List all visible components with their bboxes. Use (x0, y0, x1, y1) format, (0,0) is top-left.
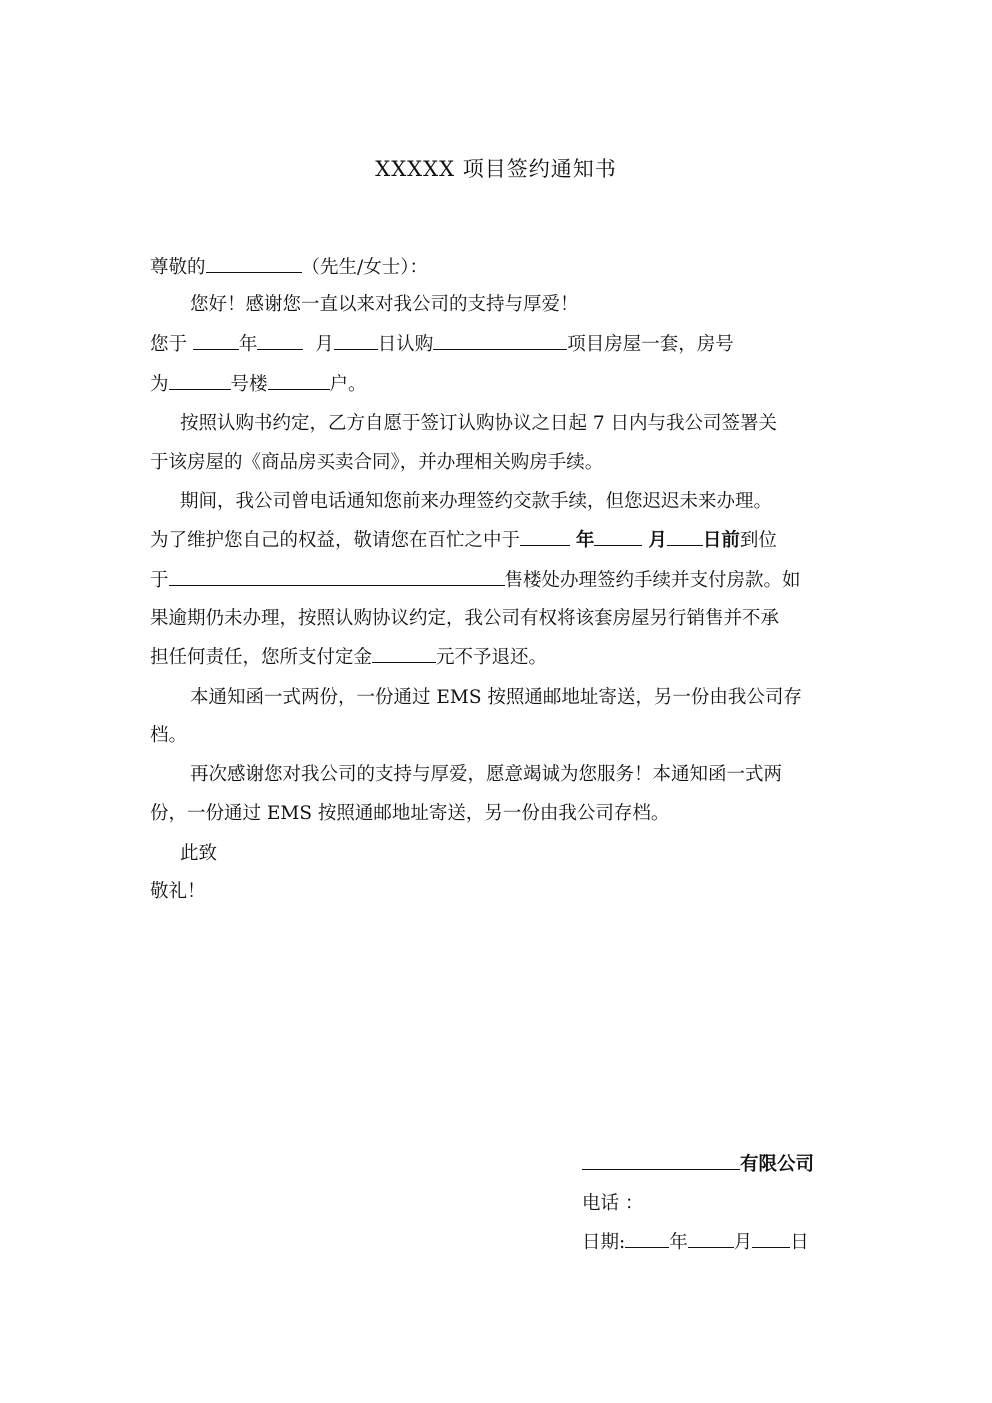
notice-text: 到位 (739, 530, 777, 551)
purchase-line-2 (150, 372, 367, 398)
purchase-text: 月 (315, 334, 334, 355)
sign-year-blank (625, 1230, 669, 1248)
year-blank (193, 332, 239, 350)
purchase-text: 项目房屋一套，房号 (567, 334, 734, 355)
notice-line-2 (150, 528, 777, 554)
purchase-text: 年 (238, 334, 258, 355)
date-text: 月 (733, 1232, 753, 1253)
purchase-text: 为 (150, 374, 169, 395)
thanks-line-1: 再次感谢您对我公司的支持与厚爱，愿意竭诚为您服务！本通知函一式两 (190, 764, 783, 785)
greeting: 您好！感谢您一直以来对我公司的支持与厚爱！ (190, 294, 579, 315)
name-blank (206, 255, 302, 273)
notice-line-4: 果逾期仍未办理，按照认购协议约定，我公司有权将该套房屋另行销售并不承 (150, 608, 780, 629)
purchase-text: 号楼 (230, 374, 268, 395)
date-line (582, 1230, 809, 1256)
day-blank (334, 332, 378, 350)
deadline-day-blank (667, 528, 703, 546)
notice-line-3 (150, 568, 801, 594)
deposit-blank (372, 645, 436, 663)
notice-text: 担任何责任，您所支付定金 (150, 647, 373, 668)
notice-text: 月 (648, 530, 667, 551)
sign-month-blank (688, 1230, 734, 1248)
copies-line-2: 档。 (150, 725, 188, 746)
date-text: 日 (790, 1232, 809, 1253)
agreement-line-1: 按照认购书约定，乙方自愿于签订认购协议之日起 7 日内与我公司签署关 (180, 413, 778, 434)
date-label: 日期: (582, 1232, 626, 1253)
salutation-line (150, 255, 428, 281)
purchase-text: 您于 (150, 334, 188, 355)
building-blank (169, 372, 231, 390)
notice-line-1: 期间，我公司曾电话通知您前来办理签约交款手续，但您迟迟未来办理。 (180, 491, 773, 512)
salutation-prefix: 尊敬的 (150, 257, 206, 278)
document-title: XXXXX 项目签约通知书 (375, 157, 617, 181)
phone-line: 电话 ： (582, 1193, 644, 1214)
unit-blank (268, 372, 330, 390)
sign-day-blank (752, 1230, 790, 1248)
month-blank (257, 332, 303, 350)
company-line (582, 1152, 814, 1178)
notice-text: 为了维护您自己的权益，敬请您在百忙之中于 (150, 530, 521, 551)
purchase-line-1 (150, 332, 734, 358)
location-blank (169, 568, 505, 586)
notice-text: 于 (150, 570, 169, 591)
notice-text: 元不予退还。 (436, 647, 548, 668)
purchase-text: 日认购 (377, 334, 434, 355)
notice-text: 售楼处办理签约手续并支付房款。如 (504, 570, 801, 591)
purchase-text: 户。 (329, 374, 367, 395)
notice-text: 日前 (702, 530, 740, 551)
date-text: 年 (669, 1232, 688, 1253)
closing-2: 敬礼！ (150, 881, 206, 902)
company-blank (582, 1152, 740, 1170)
closing-1: 此致 (180, 843, 218, 864)
agreement-line-2: 于该房屋的《商品房买卖合同》，并办理相关购房手续。 (150, 452, 604, 473)
salutation-suffix: （先生/女士）： (301, 257, 428, 278)
deadline-year-blank (520, 528, 570, 546)
notice-text: 年 (575, 530, 595, 551)
project-blank (433, 332, 567, 350)
copies-line-1: 本通知函一式两份，一份通过 EMS 按照通邮地址寄送，另一份由我公司存 (190, 687, 802, 708)
deadline-month-blank (594, 528, 642, 546)
company-label: 有限公司 (740, 1154, 815, 1175)
thanks-line-2: 份，一份通过 EMS 按照通邮地址寄送，另一份由我公司存档。 (150, 803, 670, 824)
notice-line-5 (150, 645, 547, 671)
